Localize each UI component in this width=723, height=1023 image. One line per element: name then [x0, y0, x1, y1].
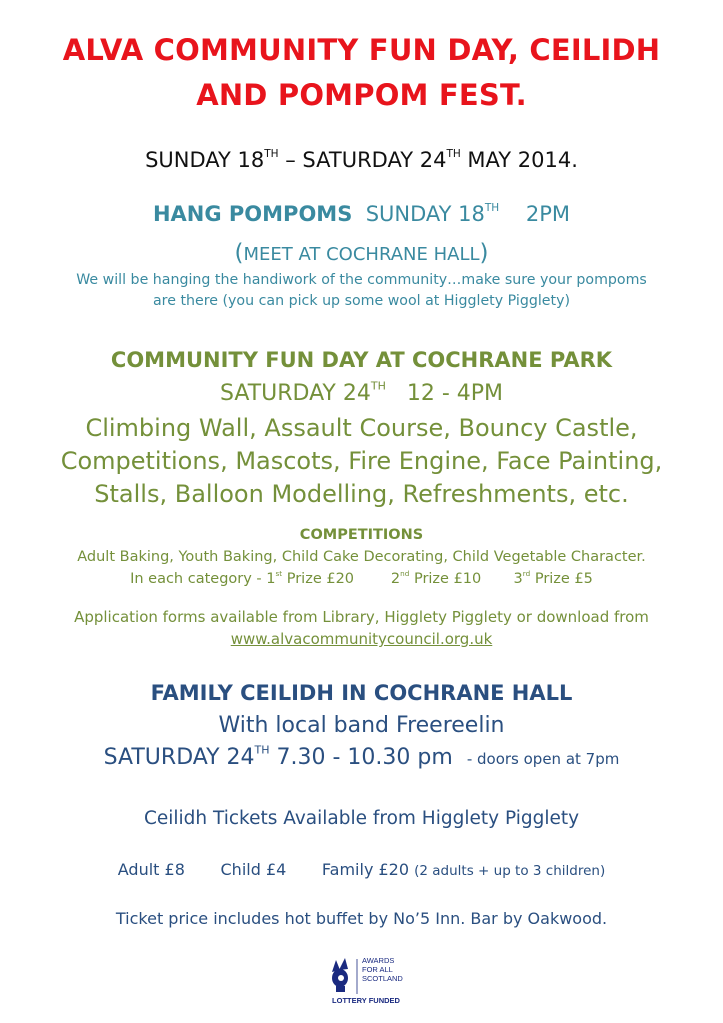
- price-family-note: (2 adults + up to 3 children): [414, 863, 606, 879]
- pompoms-heading-day: SUNDAY 18: [365, 202, 485, 226]
- prize-second-suffix: nd: [400, 569, 410, 579]
- ceilidh-date-time: 7.30 - 10.30 pm: [269, 745, 453, 770]
- pompoms-heading-title: HANG POMPOMS: [152, 202, 353, 226]
- logo-text: [362, 956, 403, 983]
- dates-middle: – SATURDAY 24: [278, 148, 447, 172]
- prize-first: Prize £20: [282, 571, 355, 587]
- pompoms-heading-suffix: TH: [484, 202, 500, 215]
- prize-third: Prize £5: [530, 571, 593, 587]
- price-adult: Adult £8: [117, 860, 185, 879]
- dates-start: SUNDAY 18: [145, 148, 265, 172]
- activities-line-1: Climbing Wall, Assault Course, Bouncy Castle,: [85, 414, 638, 442]
- ceilidh-band: With local band Freereelin: [218, 713, 505, 738]
- dates-end: MAY 2014.: [460, 148, 578, 172]
- title-line-1: ALVA COMMUNITY FUN DAY, CEILIDH: [62, 33, 661, 67]
- logo-funded-text: LOTTERY FUNDED: [332, 996, 400, 1005]
- prize-second-number: 2: [390, 571, 401, 587]
- logo-line-3: SCOTLAND: [362, 974, 403, 983]
- ceilidh-heading: FAMILY CEILIDH IN COCHRANE HALL: [150, 681, 573, 705]
- ceilidh-date-day: SATURDAY 24: [103, 745, 255, 770]
- funday-date-time: 12 - 4PM: [406, 381, 504, 406]
- funday-date: [0, 381, 723, 406]
- lottery-logo: [326, 956, 406, 1008]
- pompoms-heading-time: 2PM: [525, 202, 571, 226]
- pompoms-description-line-2: are there (you can pick up some wool at Higglety Pigglety): [152, 293, 571, 309]
- dates-start-suffix: TH: [264, 148, 279, 161]
- prize-second: Prize £10: [409, 571, 482, 587]
- website-link[interactable]: www.alvacommunitycouncil.org.uk: [230, 630, 493, 648]
- prize-third-number: 3: [513, 571, 523, 587]
- funday-heading: COMMUNITY FUN DAY AT COCHRANE PARK: [110, 348, 613, 372]
- meet-close-paren: ): [479, 240, 489, 266]
- ceilidh-doors-note: - doors open at 7pm: [466, 750, 620, 768]
- title-line-2: AND POMPOM FEST.: [196, 78, 527, 112]
- pompoms-heading: [0, 202, 723, 226]
- activities-line-2: Competitions, Mascots, Fire Engine, Face Painting,: [60, 447, 663, 475]
- pompoms-meeting-point: [0, 240, 723, 266]
- ticket-includes: Ticket price includes hot buffet by No’5 Inn. Bar by Oakwood.: [115, 909, 608, 928]
- competitions-list: Adult Baking, Youth Baking, Child Cake Decorating, Child Vegetable Character.: [77, 549, 646, 565]
- competitions-heading: COMPETITIONS: [299, 527, 424, 543]
- activities-line-3: Stalls, Balloon Modelling, Refreshments, etc.: [94, 480, 629, 508]
- ceilidh-prices: [0, 860, 723, 879]
- logo-line-1: AWARDS: [362, 956, 395, 965]
- funday-date-suffix: TH: [370, 379, 386, 393]
- pompoms-description-line-1: We will be hanging the handiwork of the community…make sure your pompoms: [76, 272, 647, 288]
- prize-third-suffix: rd: [522, 569, 531, 579]
- price-child: Child £4: [220, 860, 287, 879]
- dates-end-suffix: TH: [446, 148, 461, 161]
- funday-date-day: SATURDAY 24: [219, 381, 371, 406]
- price-family: Family £20: [321, 860, 410, 879]
- ceilidh-date-suffix: TH: [254, 743, 270, 757]
- ceilidh-tickets: Ceilidh Tickets Available from Higglety Pigglety: [143, 808, 580, 829]
- meet-text: MEET AT COCHRANE HALL: [243, 244, 480, 265]
- event-dates: [0, 148, 723, 172]
- application-forms-text: Application forms available from Library, Higglety Pigglety or download from: [74, 608, 649, 626]
- ceilidh-date: [0, 745, 723, 770]
- prize-intro: In each category - 1: [130, 571, 276, 587]
- logo-line-2: FOR ALL: [362, 965, 393, 974]
- website-line: [0, 630, 723, 648]
- prize-first-suffix: st: [275, 569, 283, 579]
- competition-prizes: [0, 571, 723, 587]
- meet-open-paren: (: [234, 240, 244, 266]
